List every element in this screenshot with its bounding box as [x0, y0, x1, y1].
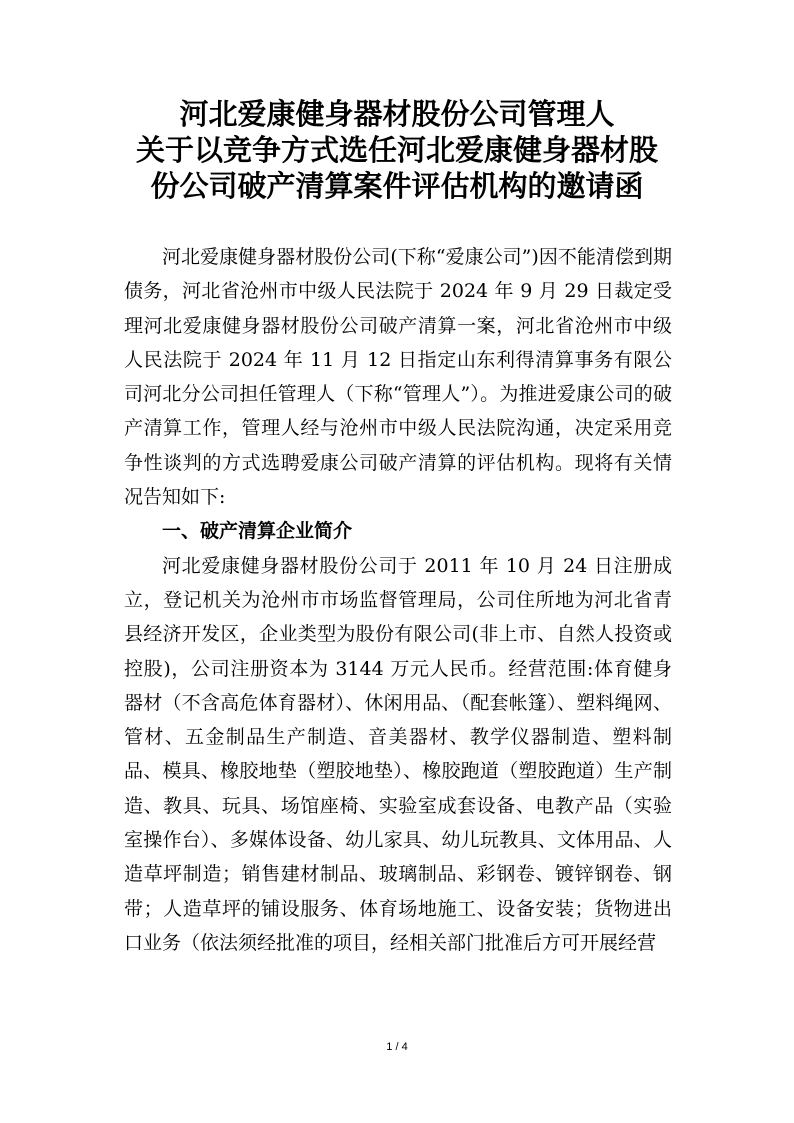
document-body [124, 240, 672, 960]
title-line-2: 关于以竞争方式选任河北爱康健身器材股 [135, 133, 658, 167]
page-number: 1 / 4 [386, 1041, 408, 1053]
company-profile-paragraph: 河北爱康健身器材股份公司于 2011 年 10 月 24 日注册成立，登记机关为沧州市市场监督管理局，公司住所地为河北省青县经济开发区，企业类型为股份有限公司(非上市、自然人投资或控股)，公司注册资本为 3144 万元人民币。经营范围:体育健身器材（不含高危体育器材）、休闲用品、（配套帐篷）、塑料绳网、管材、五金制品生产制造、音美器材、教学仪器制造、塑料制品、模具、橡胶地垫（塑胶地垫）、橡胶跑道（塑胶跑道）生产制造、教具、玩具、场馆座椅、实验室成套设备、电教产品（实验室操作台）、多媒体设备、幼儿家具、幼儿玩教具、文体用品、人造草坪制造；销售建材制品、玻璃制品、彩钢卷、镀锌钢卷、钢带；人造草坪的铺设服务、体育场地施工、设备安装；货物进出口业务（依法须经批准的项目，经相关部门批准后方可开展经营 [124, 554, 672, 954]
title-line-1: 河北爱康健身器材股份公司管理人 [179, 97, 615, 131]
intro-paragraph: 河北爱康健身器材股份公司(下称“爱康公司”)因不能清偿到期债务，河北省沧州市中级人民法院于 2024 年 9 月 29 日裁定受理河北爱康健身器材股份公司破产清算一案，河北省沧州市中级人民法院于 2024 年 11 月 12 日指定山东利得清算事务有限公司河北分公司担任管理人（下称“管理人”）。为推进爱康公司的破产清算工作，管理人经与沧州市中级人民法院沟通，决定采用竞争性谈判的方式选聘爱康公司破产清算的评估机构。现将有关情况告知如下: [124, 246, 672, 509]
document-title [100, 96, 694, 204]
title-line-3: 份公司破产清算案件评估机构的邀请函 [150, 169, 644, 203]
section-heading-company-profile: 一、破产清算企业简介 [162, 520, 353, 543]
